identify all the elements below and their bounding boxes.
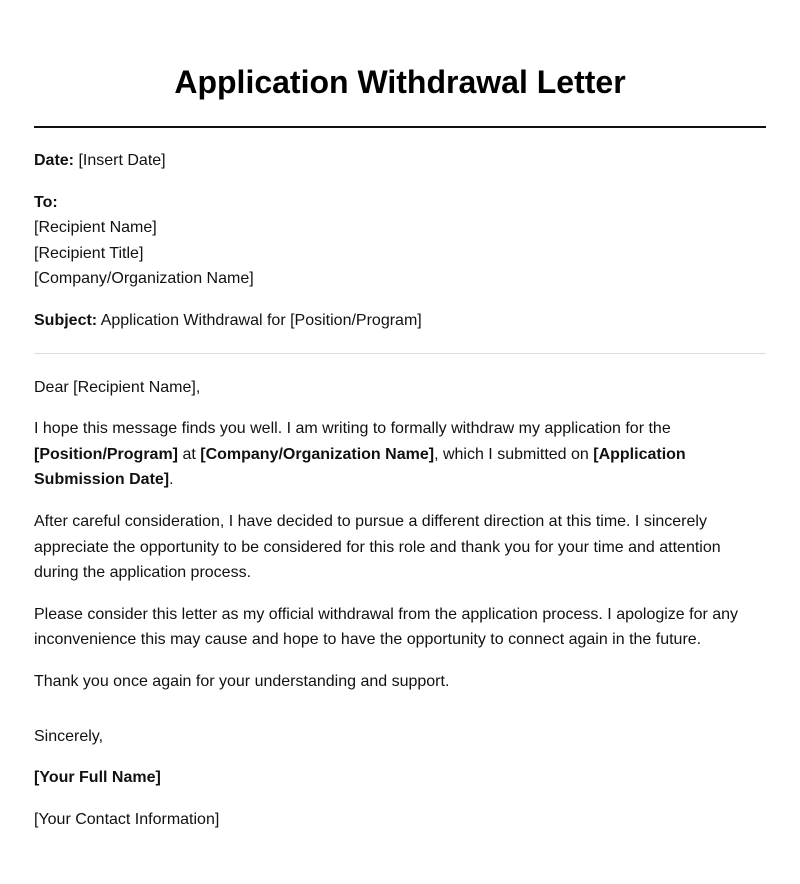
p1-submission-date: [Application Submission Date] bbox=[34, 445, 686, 489]
recipient-company: [Company/Organization Name] bbox=[34, 270, 254, 288]
recipient-title: [Recipient Title] bbox=[34, 244, 144, 262]
signer-name bbox=[34, 765, 766, 791]
subject-value: Application Withdrawal for [Position/Program] bbox=[100, 311, 422, 329]
body-paragraph-3: Please consider this letter as my official withdrawal from the application process. I apologize for any inconvenience this may cause and hope to have the opportunity to connect again in the future. bbox=[34, 605, 739, 649]
signer-contact: [Your Contact Information] bbox=[34, 810, 220, 828]
recipient-name: [Recipient Name] bbox=[34, 219, 157, 237]
p1-company: [Company/Organization Name] bbox=[200, 445, 435, 463]
date-value: [Insert Date] bbox=[78, 152, 166, 169]
salutation: Dear [Recipient Name], bbox=[34, 378, 201, 396]
section-divider bbox=[34, 353, 766, 354]
to-label: To: bbox=[34, 193, 58, 211]
body-paragraph-4: Thank you once again for your understanding and support. bbox=[34, 672, 450, 690]
p1-position: [Position/Program] bbox=[34, 445, 179, 463]
body-paragraph-1 bbox=[34, 416, 766, 493]
p1-text-d: . bbox=[169, 471, 174, 489]
p1-text-b: at bbox=[178, 445, 201, 463]
title-divider bbox=[34, 126, 766, 128]
sign-off: Sincerely, bbox=[34, 727, 104, 745]
p1-text-a: I hope this message finds you well. I am writing to formally withdraw my application for the bbox=[34, 420, 671, 438]
date-label: Date: bbox=[34, 152, 75, 169]
date-line bbox=[34, 148, 766, 174]
subject-label: Subject: bbox=[34, 311, 98, 329]
page-title: Application Withdrawal Letter bbox=[174, 64, 626, 100]
signer-name-text: [Your Full Name] bbox=[34, 769, 161, 787]
body-paragraph-2: After careful consideration, I have decided to pursue a different direction at this time. I sincerely appreciate the opportunity to be considered for this role and thank you for your time and attention during the application process. bbox=[34, 512, 721, 582]
subject-line bbox=[34, 308, 766, 334]
recipient-block bbox=[34, 190, 766, 292]
p1-text-c: , which I submitted on bbox=[434, 445, 594, 463]
